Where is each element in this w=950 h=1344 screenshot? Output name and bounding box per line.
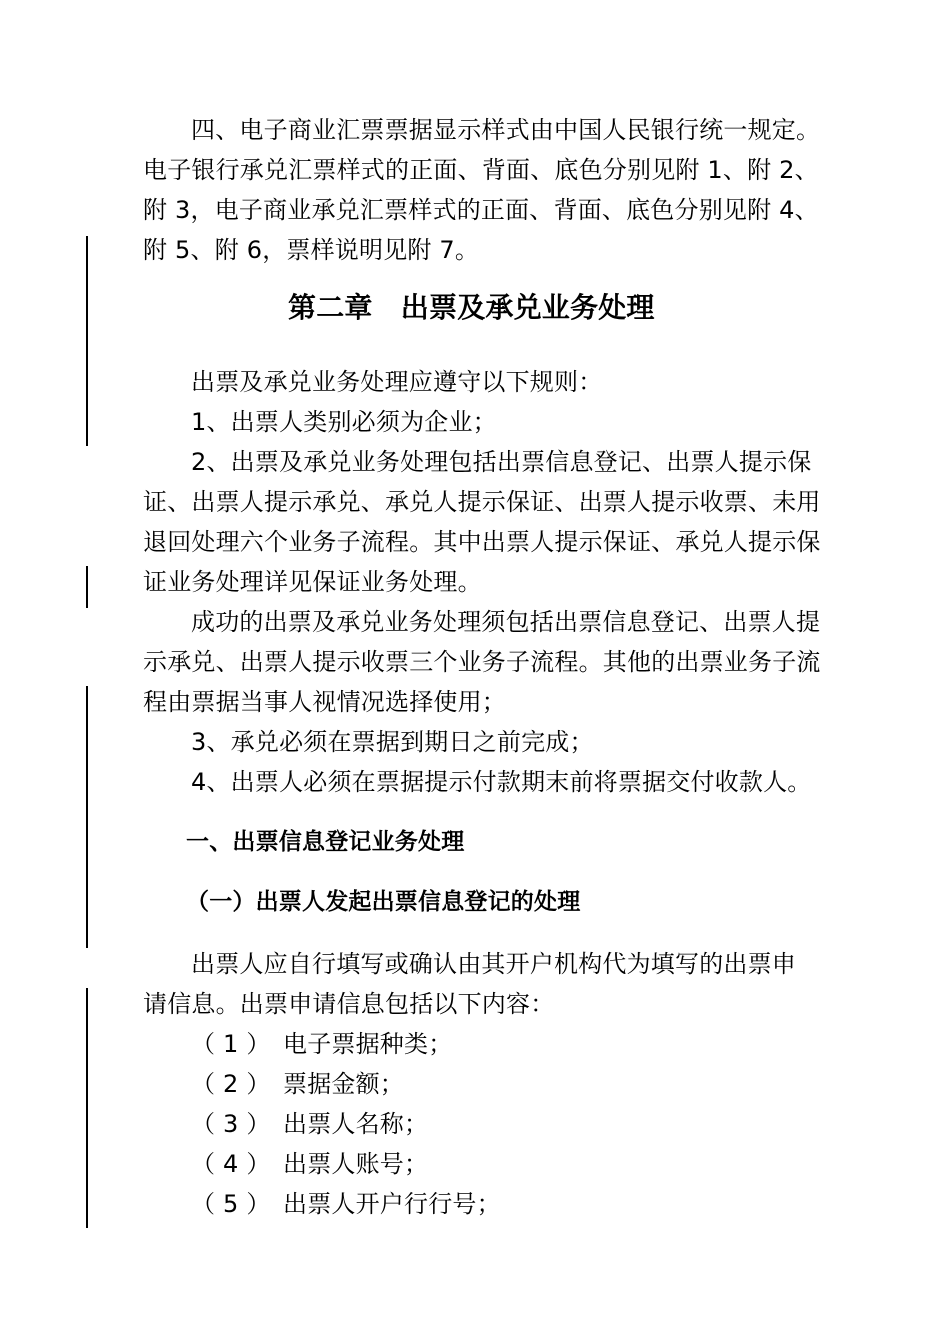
rule-item: 2、出票及承兑业务处理包括出票信息登记、出票人提示保	[191, 448, 812, 476]
chapter-title: 第二章 出票及承兑业务处理	[288, 291, 655, 324]
list-item-number: （ 3 ）	[191, 1110, 271, 1138]
paragraph-line: 电子银行承兑汇票样式的正面、背面、底色分别见附 1、附 2、	[143, 156, 819, 184]
list-item-number: （ 4 ）	[191, 1150, 271, 1178]
revision-bar	[86, 988, 88, 1228]
paragraph-line: 附 5、附 6，票样说明见附 7。	[143, 236, 480, 264]
list-item-number: （ 5 ）	[191, 1190, 271, 1218]
subsection-title: （一）出票人发起出票信息登记的处理	[186, 889, 581, 915]
list-item-number: （ 1 ）	[191, 1030, 271, 1058]
list-item-text: 出票人开户行行号；	[283, 1190, 501, 1218]
paragraph-line: 退回处理六个业务子流程。其中出票人提示保证、承兑人提示保	[143, 528, 821, 556]
paragraph-line: 示承兑、出票人提示收票三个业务子流程。其他的出票业务子流	[143, 648, 821, 676]
paragraph-line: 附 3，电子商业承兑汇票样式的正面、背面、底色分别见附 4、	[143, 196, 819, 224]
list-item-text: 出票人名称；	[283, 1110, 429, 1138]
rule-item: 3、承兑必须在票据到期日之前完成；	[191, 728, 594, 756]
list-item	[191, 1184, 501, 1224]
paragraph-line: 证业务处理详见保证业务处理。	[143, 568, 482, 596]
list-item	[191, 1104, 428, 1144]
paragraph-line: 四、电子商业汇票票据显示样式由中国人民银行统一规定。	[191, 116, 821, 144]
list-item-text: 票据金额；	[283, 1070, 404, 1098]
rule-item: 1、出票人类别必须为企业；	[191, 408, 497, 436]
revision-bar	[86, 566, 88, 608]
paragraph-line: 出票及承兑业务处理应遵守以下规则：	[191, 368, 603, 396]
revision-bar	[86, 236, 88, 446]
paragraph-line: 成功的出票及承兑业务处理须包括出票信息登记、出票人提	[191, 608, 821, 636]
list-item-number: （ 2 ）	[191, 1070, 271, 1098]
list-item-text: 出票人账号；	[283, 1150, 429, 1178]
paragraph-line: 请信息。出票申请信息包括以下内容：	[143, 990, 555, 1018]
paragraph-line: 程由票据当事人视情况选择使用；	[143, 688, 506, 716]
list-item	[191, 1024, 452, 1064]
paragraph-line: 证、出票人提示承兑、承兑人提示保证、出票人提示收票、未用	[143, 488, 821, 516]
rule-item: 4、出票人必须在票据提示付款期末前将票据交付收款人。	[191, 768, 812, 796]
list-item-text: 电子票据种类；	[283, 1030, 453, 1058]
list-item	[191, 1144, 428, 1184]
revision-bar	[86, 686, 88, 948]
paragraph-line: 出票人应自行填写或确认由其开户机构代为填写的出票申	[191, 950, 796, 978]
list-item	[191, 1064, 404, 1104]
section-title: 一、出票信息登记业务处理	[186, 829, 465, 855]
